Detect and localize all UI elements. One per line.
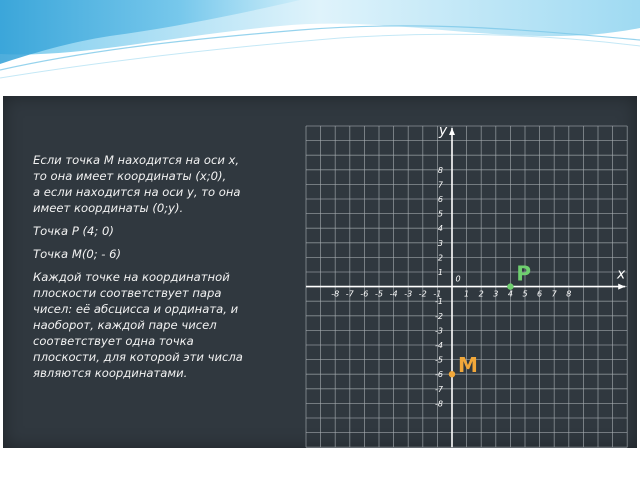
point-p xyxy=(507,283,513,289)
y-tick-label: -1 xyxy=(435,297,443,307)
y-tick-label: -3 xyxy=(435,326,443,336)
x-tick-label: -5 xyxy=(375,289,383,299)
y-tick-label: -6 xyxy=(435,370,443,380)
x-tick-label: 5 xyxy=(522,289,528,299)
x-tick-label: 7 xyxy=(551,289,557,299)
y-tick-label: 8 xyxy=(437,165,443,175)
header-wave-decoration xyxy=(0,0,640,90)
y-tick-label: 6 xyxy=(437,195,443,204)
footer-strip xyxy=(0,452,640,480)
point-label-p: P xyxy=(516,261,532,286)
x-tick-label: -7 xyxy=(345,289,354,299)
x-tick-label: -4 xyxy=(389,289,398,299)
tick-labels xyxy=(331,123,626,408)
x-axis-arrow xyxy=(618,284,625,290)
point-m xyxy=(449,371,455,377)
x-axis-label: x xyxy=(617,266,626,283)
paragraph-point-m: Точка М(0; - 6) xyxy=(33,247,122,261)
explanation-text xyxy=(33,152,295,388)
axes xyxy=(306,128,625,447)
paragraph-correspondence: Каждой точке на координатной плоскости соответствует пара чисел: её абсцисса и ордината, и наоборот, каждой паре чисел соответствует одна точка плоскости, для которой эти числа являются координатами. xyxy=(33,270,243,380)
paragraph-axis-coordinates: Если точка М находится на оси х, то она имеет координаты (х;0), а если находится на оси у, то она имеет координаты (0;у). xyxy=(33,153,241,215)
y-tick-label: 4 xyxy=(437,224,443,234)
y-axis-label: y xyxy=(438,123,448,139)
y-tick-label: -2 xyxy=(435,311,443,321)
y-tick-label: 3 xyxy=(437,238,443,248)
y-tick-label: 1 xyxy=(437,268,443,277)
y-tick-label: -7 xyxy=(435,384,443,394)
x-tick-label: -6 xyxy=(360,289,369,299)
x-tick-label: -3 xyxy=(404,289,413,299)
y-tick-label: 5 xyxy=(437,209,443,219)
y-axis-arrow xyxy=(449,128,455,135)
y-tick-label: -8 xyxy=(435,399,443,409)
x-tick-label: -8 xyxy=(331,289,340,299)
point-label-m: M xyxy=(458,353,478,378)
origin-label: 0 xyxy=(455,274,461,284)
y-tick-label: -4 xyxy=(435,341,443,350)
x-tick-label: 8 xyxy=(566,289,572,299)
points xyxy=(449,262,531,378)
x-tick-label: -1 xyxy=(433,289,442,299)
x-tick-label: -2 xyxy=(418,289,427,299)
x-tick-label: 4 xyxy=(507,289,513,299)
x-tick-label: 2 xyxy=(478,289,484,299)
y-tick-label: 2 xyxy=(437,253,443,263)
x-tick-label: 3 xyxy=(493,289,499,299)
x-tick-label: 6 xyxy=(537,289,543,299)
x-tick-label: 1 xyxy=(464,289,470,299)
paragraph-point-p: Точка Р (4; 0) xyxy=(33,224,114,238)
y-tick-label: 7 xyxy=(437,180,443,190)
y-tick-label: -5 xyxy=(435,355,443,365)
